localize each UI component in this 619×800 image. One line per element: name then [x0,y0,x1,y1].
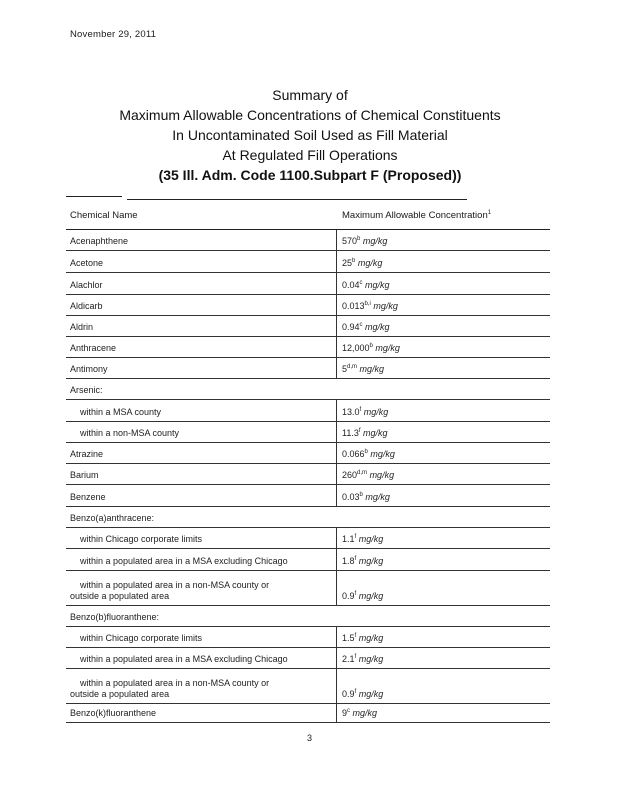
chemical-name [70,301,103,312]
value-number: 0.94 [342,322,360,332]
chemical-name-text-cont: outside a populated area [70,689,170,699]
value-number: 570 [342,236,358,246]
concentration-value [342,322,390,333]
chemical-name-text: within Chicago corporate limits [80,633,203,643]
value-number: 25 [342,258,353,268]
value-number: 2.1 [342,654,355,664]
column-divider [336,627,337,647]
table-header-row [66,202,550,230]
column-divider [336,273,337,294]
chemical-name [70,534,202,545]
chemical-name [70,580,269,602]
chemical-name [70,492,106,503]
chemical-name-header: Chemical Name [70,210,138,221]
column-divider [336,528,337,548]
table-row [66,230,550,251]
table-body [66,230,550,723]
title-line-3: In Uncontaminated Soil Used as Fill Material [172,127,448,143]
column-divider [336,358,337,378]
chemical-name-text: Benzo(a)anthracene: [70,513,155,523]
chemical-name-text: Aldicarb [70,301,103,311]
chemical-name-text: within a MSA county [80,407,162,417]
chemical-name-text: within a populated area in a MSA excluding Chicago [80,556,288,566]
table-row [66,571,550,606]
table-row [66,704,550,723]
page-number: 3 [306,733,312,743]
concentration-value [342,280,390,291]
chemical-name-text: within a non-MSA county [80,428,180,438]
chemical-name [70,322,93,333]
table-row [66,337,550,358]
value-number: 5 [342,364,348,374]
value-unit: mg/kg [358,556,384,566]
value-unit: mg/kg [358,689,384,699]
value-number: 1.1 [342,534,355,544]
column-divider [336,464,337,484]
concentration-value [342,407,388,418]
value-number: 0.9 [342,591,355,601]
chemical-name-text: Benzo(k)fluoranthene [70,708,157,718]
table-row [66,400,550,422]
chemical-name [70,343,116,354]
title-underline-left [66,196,122,197]
value-unit: mg/kg [358,633,384,643]
column-divider [336,400,337,421]
value-footnote-marker: b [364,449,368,455]
value-unit: mg/kg [369,470,395,480]
table-row [66,379,550,400]
value-number: 1.8 [342,556,355,566]
column-divider [336,549,337,570]
concentration-value [342,556,383,567]
concentration-value [342,470,394,481]
value-unit: mg/kg [352,708,378,718]
chemical-name [70,385,103,396]
chemical-name [70,449,103,460]
chemical-name [70,612,159,623]
title-line-4: At Regulated Fill Operations [222,147,398,163]
value-footnote-marker: f [354,591,357,597]
column-divider [336,571,337,605]
chemical-name [70,556,288,567]
chemical-name-text: Alachlor [70,280,103,290]
value-unit: mg/kg [362,236,388,246]
chemical-name [70,513,154,524]
column-divider [336,669,337,703]
document-date: November 29, 2011 [70,29,157,40]
value-footnote-marker: b,i [364,301,371,307]
value-number: 260 [342,470,358,480]
chemical-name [70,678,269,700]
chemical-name [70,654,288,665]
table-row [66,464,550,485]
chemical-name-text: within Chicago corporate limits [80,534,203,544]
value-number: 9 [342,708,348,718]
concentration-value [342,428,388,439]
title-underline-main [127,199,467,200]
value-footnote-marker: b [357,236,361,242]
table-row [66,273,550,295]
table-row [66,358,550,379]
value-number: 0.9 [342,689,355,699]
concentration-value [342,492,390,503]
title-line-2: Maximum Allowable Concentrations of Chemical Constituents [119,107,501,123]
concentration-value [342,258,382,269]
title-line-5: (35 Ill. Adm. Code 1100.Subpart F (Proposed)) [158,167,462,183]
chemical-name [70,258,103,269]
table-row [66,316,550,337]
column-divider [336,443,337,463]
chemical-name-text: Acetone [70,258,104,268]
table-row [66,251,550,273]
table-row [66,507,550,528]
chemical-name-text: Benzene [70,492,106,502]
table-row [66,295,550,316]
chemical-name-text: Atrazine [70,449,104,459]
value-unit: mg/kg [359,364,385,374]
value-number: 0.03 [342,492,360,502]
chemical-name-text: Acenaphthene [70,236,129,246]
column-divider [336,337,337,357]
value-number: 13.0 [342,407,360,417]
value-unit: mg/kg [375,343,400,353]
chemical-name-text: within a populated area in a non-MSA county or [80,678,270,688]
value-footnote-marker: d,m [347,364,358,370]
column-divider [336,230,337,250]
chemical-name-text: within a populated area in a MSA excluding Chicago [80,654,288,664]
table-row [66,443,550,464]
chemical-name [70,407,161,418]
value-footnote-marker: d,m [357,470,368,476]
column-divider [336,316,337,336]
column-divider [336,485,337,506]
table-row [66,422,550,443]
table-row [66,606,550,627]
table-row [66,648,550,669]
chemical-name-text: Aldrin [70,322,94,332]
header-footnote-marker: 1 [487,209,492,216]
value-unit: mg/kg [358,534,384,544]
concentration-value [342,633,383,644]
value-footnote-marker: c [359,280,363,286]
concentration-value [342,364,384,375]
value-unit: mg/kg [373,301,398,311]
column-divider [336,648,337,668]
value-footnote-marker: b [359,492,363,498]
value-footnote-marker: f [354,556,357,562]
chemical-name-text: Antimony [70,364,108,374]
value-unit: mg/kg [358,654,384,664]
max-concentration-header-text: Maximum Allowable Concentration [342,210,488,221]
column-divider [336,422,337,442]
table-row [66,669,550,704]
concentration-value [342,236,387,247]
chemical-name [70,280,103,291]
value-footnote-marker: f [354,633,357,639]
value-unit: mg/kg [357,258,383,268]
concentration-value [342,449,395,460]
value-footnote-marker: f [358,428,361,434]
value-footnote-marker: b [352,258,356,264]
value-unit: mg/kg [365,492,390,502]
concentration-value [342,708,377,719]
chemical-name-text-cont: outside a populated area [70,591,170,601]
value-footnote-marker: f [359,407,362,413]
value-unit: mg/kg [370,449,395,459]
value-footnote-marker: c [359,322,363,328]
column-divider [336,251,337,272]
table-row [66,528,550,549]
chemical-name [70,428,179,439]
value-number: 0.013 [342,301,365,311]
value-number: 1.5 [342,633,355,643]
chemical-name [70,470,99,481]
column-divider [336,704,337,722]
value-unit: mg/kg [358,591,384,601]
value-footnote-marker: f [354,689,357,695]
chemical-name-text: within a populated area in a non-MSA county or [80,580,270,590]
value-unit: mg/kg [365,280,390,290]
title-line-1: Summary of [272,87,348,103]
table-row [66,485,550,507]
value-footnote-marker: c [347,708,351,714]
column-divider [336,295,337,315]
document-title [60,85,560,185]
value-footnote-marker: b [369,343,373,349]
value-footnote-marker: f [354,534,357,540]
chemical-name [70,633,202,644]
value-number: 12,000 [342,343,370,353]
chemical-name [70,236,128,247]
concentration-value [342,301,398,312]
value-number: 0.066 [342,449,365,459]
concentration-value [342,591,383,602]
value-unit: mg/kg [363,428,388,438]
concentration-value [342,689,383,700]
concentration-value [342,343,400,354]
chemical-name [70,364,108,375]
value-unit: mg/kg [363,407,389,417]
table-row [66,549,550,571]
chemical-name-text: Arsenic: [70,385,103,395]
chemical-name-text: Anthracene [70,343,117,353]
concentration-value [342,534,383,545]
chemical-name [70,708,156,719]
value-unit: mg/kg [365,322,390,332]
value-footnote-marker: f [354,654,357,660]
value-number: 11.3 [342,428,359,438]
chemical-name-text: Benzo(b)fluoranthene: [70,612,160,622]
chemical-name-text: Barium [70,470,99,480]
concentration-table [66,202,550,723]
table-row [66,627,550,648]
value-number: 0.04 [342,280,360,290]
concentration-value [342,654,383,665]
max-concentration-header [342,210,491,221]
